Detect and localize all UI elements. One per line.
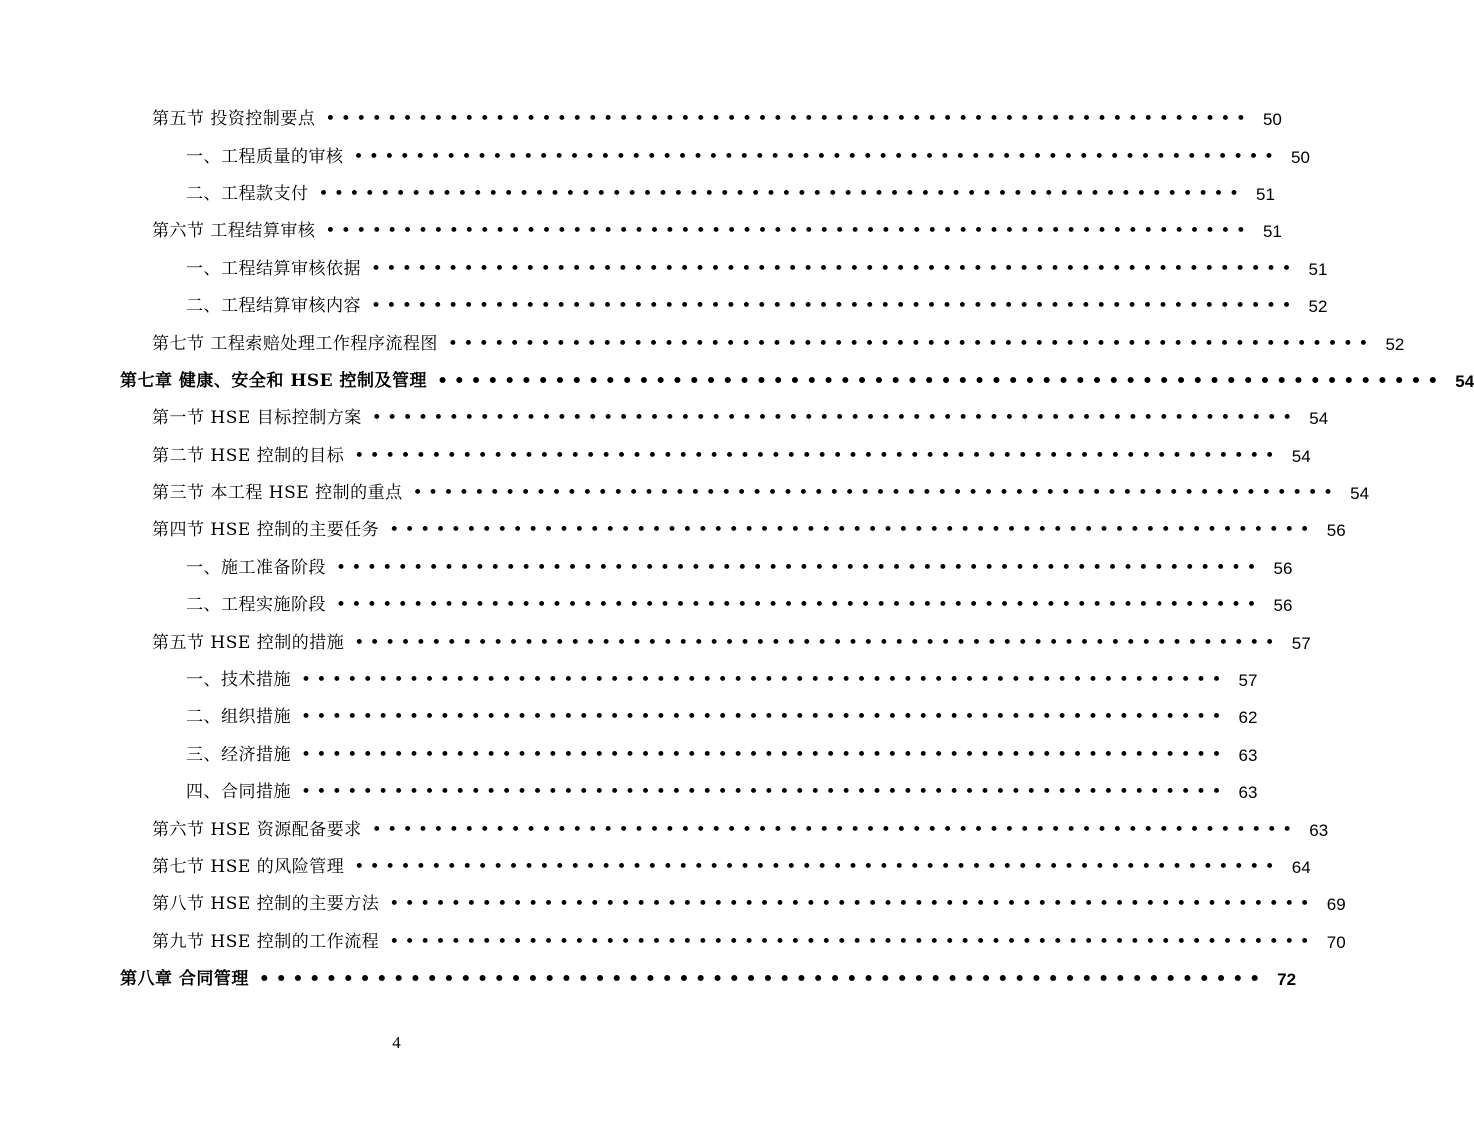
dot-leader: • • • • • • • • • • • • • • • • • • • • • • • • • • • • • • • • • • • • • • • • • • • • • • • • • • • • • • • • • • • • <box>354 632 1275 653</box>
toc-entry-title: 二、工程结算审核内容 <box>186 296 361 317</box>
dot-leader: • • • • • • • • • • • • • • • • • • • • • • • • • • • • • • • • • • • • • • • • • • • • • • • • • • • • • • • • • • • • <box>412 483 1334 504</box>
toc-entry-page: 54 <box>1309 409 1329 429</box>
toc-entry-page: 56 <box>1273 596 1293 616</box>
toc-entry[interactable] <box>0 550 1293 587</box>
toc-entry[interactable] <box>0 624 1311 661</box>
toc-entry-page: 54 <box>1455 371 1474 391</box>
toc-entry-title: 第三节 本工程 HSE 控制的重点 <box>152 483 403 504</box>
toc-entry-title: 二、工程款支付 <box>186 183 309 204</box>
toc-entry-title: 第五节 投资控制要点 <box>152 109 316 130</box>
toc-entry[interactable] <box>0 475 1370 512</box>
toc-entry-page: 63 <box>1309 820 1329 840</box>
toc-entry-page: 51 <box>1262 222 1282 242</box>
toc-entry-title: 一、工程结算审核依据 <box>186 258 361 279</box>
toc-entry-page: 63 <box>1238 745 1258 765</box>
toc-entry[interactable] <box>0 886 1346 923</box>
toc-entry-page: 63 <box>1238 783 1258 803</box>
toc-entry-page: 50 <box>1291 147 1310 167</box>
toc-entry-page: 69 <box>1326 895 1346 915</box>
dot-leader: • • • • • • • • • • • • • • • • • • • • • • • • • • • • • • • • • • • • • • • • • • • • • • • • • • • • • • • • • • • • <box>447 333 1369 354</box>
dot-leader: • • • • • • • • • • • • • • • • • • • • • • • • • • • • • • • • • • • • • • • • • • • • • • • • • • • • • • • • • • • • <box>389 520 1310 541</box>
toc-entry-page: 51 <box>1308 259 1328 279</box>
dot-leader: • • • • • • • • • • • • • • • • • • • • • • • • • • • • • • • • • • • • • • • • • • • • • • • • • • • • • • • • • • • • <box>371 258 1292 279</box>
dot-leader: • • • • • • • • • • • • • • • • • • • • • • • • • • • • • • • • • • • • • • • • • • • • • • • • • • • • • • • • • • • • <box>318 183 1239 204</box>
toc-entry-title: 一、技术措施 <box>186 670 291 691</box>
page-number: 4 <box>392 1033 401 1052</box>
toc-entry-page: 62 <box>1238 708 1258 728</box>
toc-entry[interactable] <box>0 438 1311 475</box>
table-of-contents <box>0 101 1474 998</box>
dot-leader: • • • • • • • • • • • • • • • • • • • • • • • • • • • • • • • • • • • • • • • • • • • • • • • • • • • • • • • • • • • • <box>371 408 1293 429</box>
toc-entry[interactable] <box>0 924 1346 961</box>
toc-entry-page: 52 <box>1385 334 1405 354</box>
toc-entry-title: 第六节 工程结算审核 <box>152 221 316 242</box>
dot-leader: • • • • • • • • • • • • • • • • • • • • • • • • • • • • • • • • • • • • • • • • • • • • • • • • • • • • • • • • • • • • <box>354 445 1275 466</box>
toc-entry-title: 第五节 HSE 控制的措施 <box>152 632 345 653</box>
toc-entry[interactable] <box>0 288 1328 325</box>
dot-leader: • • • • • • • • • • • • • • • • • • • • • • • • • • • • • • • • • • • • • • • • • • • • • • • • • • • • • • • • • • • • <box>258 969 1261 990</box>
toc-entry-title: 第七节 工程索赔处理工作程序流程图 <box>152 333 438 354</box>
toc-entry[interactable] <box>0 176 1275 213</box>
toc-entry[interactable] <box>0 512 1346 549</box>
dot-leader: • • • • • • • • • • • • • • • • • • • • • • • • • • • • • • • • • • • • • • • • • • • • • • • • • • • • • • • • • • • • <box>389 931 1310 952</box>
dot-leader: • • • • • • • • • • • • • • • • • • • • • • • • • • • • • • • • • • • • • • • • • • • • • • • • • • • • • • • • • • • • <box>301 670 1222 691</box>
toc-entry-page: 56 <box>1273 558 1293 578</box>
toc-chapter-entry[interactable] <box>0 363 1474 400</box>
toc-entry[interactable] <box>0 774 1258 811</box>
toc-entry[interactable] <box>0 251 1328 288</box>
dot-leader: • • • • • • • • • • • • • • • • • • • • • • • • • • • • • • • • • • • • • • • • • • • • • • • • • • • • • • • • • • • • <box>371 819 1293 840</box>
toc-entry-page: 54 <box>1291 446 1311 466</box>
toc-entry[interactable] <box>0 849 1311 886</box>
toc-entry-title: 四、合同措施 <box>186 782 291 803</box>
toc-entry-page: 50 <box>1262 110 1282 130</box>
toc-entry-page: 64 <box>1291 858 1311 877</box>
dot-leader: • • • • • • • • • • • • • • • • • • • • • • • • • • • • • • • • • • • • • • • • • • • • • • • • • • • • • • • • • • • • <box>389 894 1310 915</box>
dot-leader: • • • • • • • • • • • • • • • • • • • • • • • • • • • • • • • • • • • • • • • • • • • • • • • • • • • • • • • • • • • • <box>325 221 1246 242</box>
toc-entry-title: 第八章 合同管理 <box>120 969 249 990</box>
toc-entry-page: 70 <box>1326 932 1346 952</box>
dot-leader: • • • • • • • • • • • • • • • • • • • • • • • • • • • • • • • • • • • • • • • • • • • • • • • • • • • • • • • • • • • • <box>354 857 1275 877</box>
toc-entry-title: 第四节 HSE 控制的主要任务 <box>152 520 380 541</box>
toc-entry-title: 一、工程质量的审核 <box>186 146 344 167</box>
dot-leader: • • • • • • • • • • • • • • • • • • • • • • • • • • • • • • • • • • • • • • • • • • • • • • • • • • • • • • • • • • • • <box>301 782 1222 803</box>
dot-leader: • • • • • • • • • • • • • • • • • • • • • • • • • • • • • • • • • • • • • • • • • • • • • • • • • • • • • • • • • • • • <box>353 146 1274 167</box>
toc-entry[interactable] <box>0 587 1293 624</box>
toc-entry-title: 第七章 健康、安全和 HSE 控制及管理 <box>120 370 428 391</box>
toc-entry[interactable] <box>0 138 1310 175</box>
toc-entry-title: 第九节 HSE 控制的工作流程 <box>152 931 380 952</box>
toc-entry[interactable] <box>0 400 1329 437</box>
toc-entry-title: 第八节 HSE 控制的主要方法 <box>152 894 380 915</box>
toc-entry-title: 第一节 HSE 目标控制方案 <box>152 408 362 429</box>
toc-entry[interactable] <box>0 213 1282 250</box>
dot-leader: • • • • • • • • • • • • • • • • • • • • • • • • • • • • • • • • • • • • • • • • • • • • • • • • • • • • • • • • • • • • <box>301 707 1222 728</box>
toc-entry-title: 一、施工准备阶段 <box>186 557 326 578</box>
toc-entry[interactable] <box>0 811 1329 848</box>
toc-entry-page: 72 <box>1277 970 1297 990</box>
toc-chapter-entry[interactable] <box>0 961 1297 998</box>
toc-entry-page: 57 <box>1238 671 1258 691</box>
toc-entry-title: 第二节 HSE 控制的目标 <box>152 445 345 466</box>
toc-entry-title: 三、经济措施 <box>186 744 291 765</box>
toc-entry-title: 第七节 HSE 的风险管理 <box>152 857 345 877</box>
toc-entry[interactable] <box>0 325 1405 362</box>
toc-entry-page: 57 <box>1291 633 1311 653</box>
toc-entry[interactable] <box>0 699 1258 736</box>
toc-entry-title: 二、组织措施 <box>186 707 291 728</box>
dot-leader: • • • • • • • • • • • • • • • • • • • • • • • • • • • • • • • • • • • • • • • • • • • • • • • • • • • • • • • • • • • • <box>371 296 1292 317</box>
toc-entry-page: 54 <box>1350 484 1370 504</box>
toc-entry-title: 第六节 HSE 资源配备要求 <box>152 819 362 840</box>
dot-leader: • • • • • • • • • • • • • • • • • • • • • • • • • • • • • • • • • • • • • • • • • • • • • • • • • • • • • • • • • • • • <box>336 595 1257 616</box>
toc-entry-title: 二、工程实施阶段 <box>186 595 326 616</box>
toc-entry[interactable] <box>0 662 1258 699</box>
toc-entry-page: 51 <box>1256 184 1275 204</box>
toc-entry[interactable] <box>0 101 1282 138</box>
toc-entry-page: 56 <box>1326 521 1346 541</box>
dot-leader: • • • • • • • • • • • • • • • • • • • • • • • • • • • • • • • • • • • • • • • • • • • • • • • • • • • • • • • • • • • • <box>437 370 1439 391</box>
toc-entry-page: 52 <box>1308 297 1328 317</box>
dot-leader: • • • • • • • • • • • • • • • • • • • • • • • • • • • • • • • • • • • • • • • • • • • • • • • • • • • • • • • • • • • • <box>325 109 1246 130</box>
dot-leader: • • • • • • • • • • • • • • • • • • • • • • • • • • • • • • • • • • • • • • • • • • • • • • • • • • • • • • • • • • • • <box>336 557 1257 578</box>
toc-entry[interactable] <box>0 737 1258 774</box>
dot-leader: • • • • • • • • • • • • • • • • • • • • • • • • • • • • • • • • • • • • • • • • • • • • • • • • • • • • • • • • • • • • <box>301 744 1222 765</box>
